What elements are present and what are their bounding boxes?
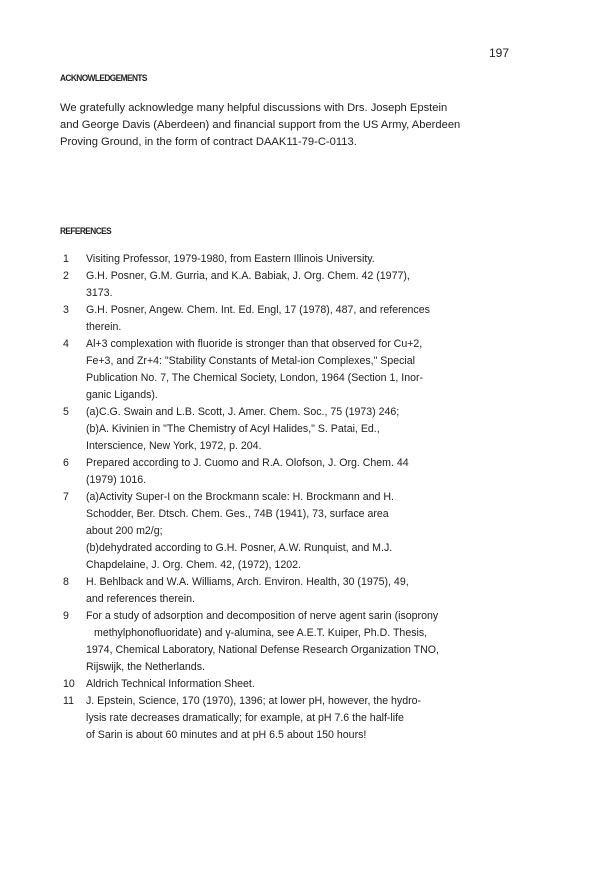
reference-number: 8 bbox=[63, 576, 69, 588]
reference-line: Al+3 complexation with fluoride is stronger than that observed for Cu+2, bbox=[86, 338, 423, 350]
reference-item bbox=[60, 455, 550, 489]
reference-line: 1974, Chemical Laboratory, National Defense Research Organization TNO, bbox=[86, 644, 439, 656]
reference-number: 1 bbox=[63, 253, 69, 265]
reference-line: therein. bbox=[86, 321, 122, 333]
reference-line: Chapdelaine, J. Org. Chem. 42, (1972), 1202. bbox=[86, 559, 301, 571]
reference-line: of Sarin is about 60 minutes and at pH 6.5 about 150 hours! bbox=[86, 729, 367, 741]
reference-line: J. Epstein, Science, 170 (1970), 1396; at lower pH, however, the hydro- bbox=[86, 695, 422, 707]
reference-line: lysis rate decreases dramatically; for example, at pH 7.6 the half-life bbox=[86, 712, 404, 724]
reference-line: Interscience, New York, 1972, p. 204. bbox=[86, 440, 262, 452]
reference-line: and references therein. bbox=[86, 593, 195, 605]
reference-number: 11 bbox=[63, 695, 74, 707]
reference-line: methylphonofluoridate) and γ-alumina, see A.E.T. Kuiper, Ph.D. Thesis, bbox=[94, 627, 428, 639]
reference-line: (b)A. Kivinien in "The Chemistry of Acyl Halides," S. Patai, Ed., bbox=[86, 423, 380, 435]
reference-line: Publication No. 7, The Chemical Society, London, 1964 (Section 1, Inor- bbox=[86, 372, 424, 384]
reference-line: Rijswijk, the Netherlands. bbox=[86, 661, 205, 673]
reference-item bbox=[60, 336, 550, 404]
reference-line: 3173. bbox=[86, 287, 113, 299]
reference-number: 6 bbox=[63, 457, 69, 469]
reference-item bbox=[60, 302, 550, 336]
reference-number: 4 bbox=[63, 338, 69, 350]
reference-line: (a)C.G. Swain and L.B. Scott, J. Amer. Chem. Soc., 75 (1973) 246; bbox=[86, 406, 400, 418]
references-heading: REFERENCES bbox=[60, 226, 112, 236]
reference-number: 2 bbox=[63, 270, 69, 282]
reference-line: ganic Ligands). bbox=[86, 389, 158, 401]
reference-line: (b)dehydrated according to G.H. Posner, A.W. Runquist, and M.J. bbox=[86, 542, 393, 554]
reference-line: Schodder, Ber. Dtsch. Chem. Ges., 74B (1941), 73, surface area bbox=[86, 508, 389, 520]
reference-item bbox=[60, 574, 550, 608]
reference-line: about 200 m2/g; bbox=[86, 525, 163, 537]
reference-number: 3 bbox=[63, 304, 69, 316]
reference-number: 5 bbox=[63, 406, 69, 418]
reference-item bbox=[60, 251, 550, 268]
reference-item bbox=[60, 404, 550, 455]
reference-line: Prepared according to J. Cuomo and R.A. Olofson, J. Org. Chem. 44 bbox=[86, 457, 409, 469]
reference-line: Fe+3, and Zr+4: "Stability Constants of Metal-ion Complexes," Special bbox=[86, 355, 416, 367]
reference-line: G.H. Posner, Angew. Chem. Int. Ed. Engl, 17 (1978), 487, and references bbox=[86, 304, 430, 316]
acknowledgements-line: Proving Ground, in the form of contract DAAK11-79-C-0113. bbox=[60, 136, 357, 149]
acknowledgements-line: We gratefully acknowledge many helpful discussions with Drs. Joseph Epstein bbox=[60, 102, 448, 114]
reference-item bbox=[60, 268, 550, 302]
page-number: 197 bbox=[489, 46, 510, 60]
reference-item bbox=[60, 676, 550, 693]
reference-item bbox=[60, 489, 550, 574]
reference-line: (1979) 1016. bbox=[86, 474, 147, 486]
reference-line: H. Behlback and W.A. Williams, Arch. Environ. Health, 30 (1975), 49, bbox=[86, 576, 409, 588]
reference-item bbox=[60, 693, 550, 744]
reference-line: For a study of adsorption and decomposition of nerve agent sarin (isoprony bbox=[86, 610, 439, 622]
acknowledgements-body bbox=[60, 100, 540, 152]
acknowledgements-line: and George Davis (Aberdeen) and financial support from the US Army, Aberdeen bbox=[60, 119, 461, 132]
reference-line: G.H. Posner, G.M. Gurria, and K.A. Babiak, J. Org. Chem. 42 (1977), bbox=[86, 270, 410, 282]
reference-line: Aldrich Technical Information Sheet. bbox=[86, 678, 255, 690]
reference-item bbox=[60, 608, 550, 676]
reference-list bbox=[60, 251, 550, 744]
reference-line: (a)Activity Super-I on the Brockmann scale: H. Brockmann and H. bbox=[86, 491, 394, 503]
reference-number: 7 bbox=[63, 491, 69, 503]
reference-number: 10 bbox=[63, 678, 75, 690]
acknowledgements-heading: ACKNOWLEDGEMENTS bbox=[60, 73, 147, 83]
reference-line: Visiting Professor, 1979-1980, from Eastern Illinois University. bbox=[86, 253, 375, 265]
reference-number: 9 bbox=[63, 610, 69, 622]
